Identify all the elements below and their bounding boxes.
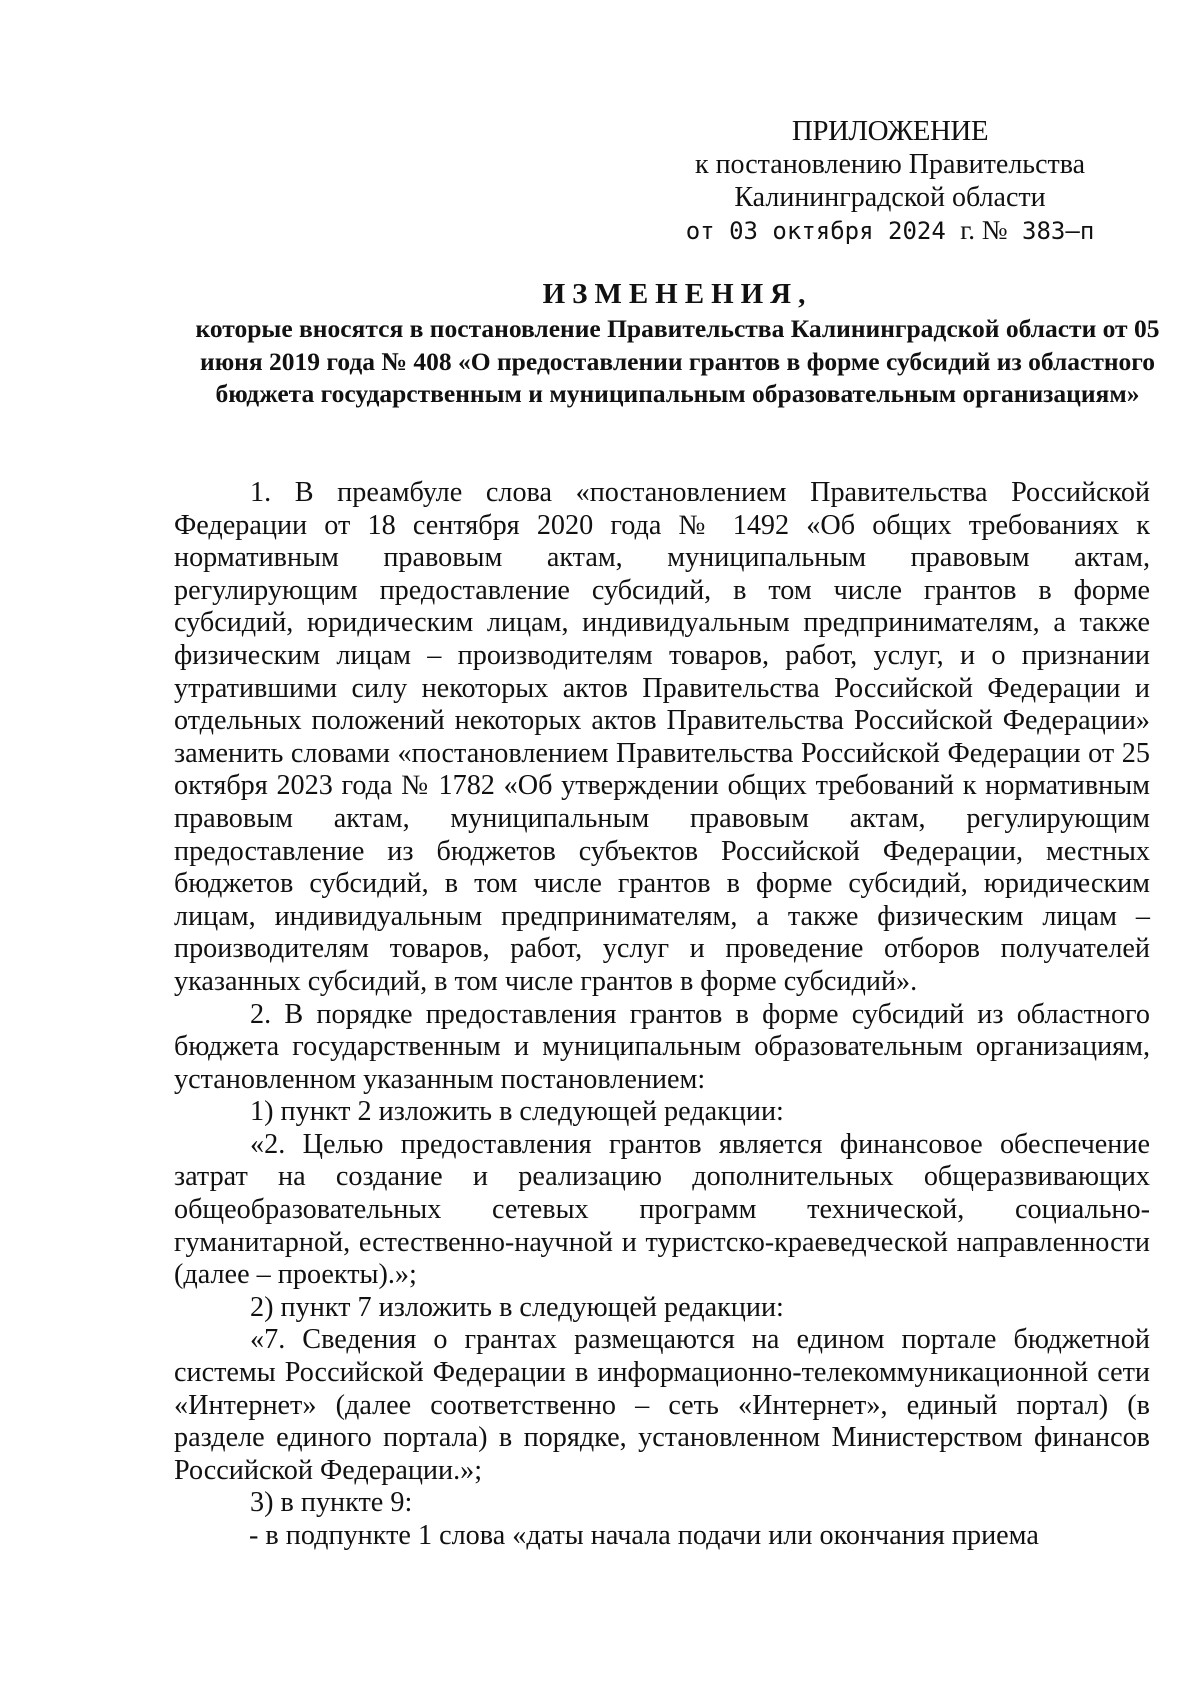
- date-prefix: от: [685, 217, 715, 245]
- document-subtitle: которые вносятся в постановление Правительства Калининградской области от 05 июня 2019 года № 408 «О предоставлении грантов в форме субсидий из областного бюджета государственным и муниципальным образовательным организациям»: [195, 314, 1160, 408]
- document-body: [174, 477, 1150, 1553]
- date-suffix: г. №: [960, 215, 1008, 245]
- appendix-date-line: [655, 214, 1125, 248]
- appendix-heading: ПРИЛОЖЕНИЕ: [791, 115, 989, 147]
- document-number: 383–п: [1022, 217, 1095, 245]
- appendix-line-1: к постановлению Правительства: [694, 149, 1086, 180]
- paragraph-2: 2. В порядке предоставления грантов в форме субсидий из областного бюджета государственным и муниципальным образовательным организациям, установленном указанным постановлением:: [174, 998, 1150, 1095]
- paragraph-5: 2) пункт 7 изложить в следующей редакции:: [250, 1291, 784, 1323]
- document-title: ИЗМЕНЕНИЯ,: [542, 278, 813, 310]
- paragraph-1: 1. В преамбуле слова «постановлением Правительства Российской Федерации от 18 сентября 2020 года № 1492 «Об общих требованиях к нормативным правовым актам, муниципальным правовым актам, регулирующим предоставление субсидий, в том числе грантов в форме субсидий, юридическим лицам, индивидуальным предпринимателям, а также физическим лицам – производителям товаров, работ, услуг, и о признании утратившими силу некоторых актов Правительства Российской Федерации и отдельных положений некоторых актов Правительства Российской Федерации» заменить словами «постановлением Правительства Российской Федерации от 25 октября 2023 года № 1782 «Об утверждении общих требований к нормативным правовым актам, муниципальным правовым актам, регулирующим предоставление из бюджетов субъектов Российской Федерации, местных бюджетов субсидий, в том числе грантов в форме субсидий, юридическим лицам, индивидуальным предпринимателям, а также физическим лицам – производителям товаров, работ, услуг и проведение отборов получателей указанных субсидий, в том числе грантов в форме субсидий».: [174, 477, 1150, 997]
- paragraph-3: 1) пункт 2 изложить в следующей редакции:: [250, 1096, 784, 1128]
- paragraph-6: «7. Сведения о грантах размещаются на едином портале бюджетной системы Российской Федерации в информационно-телекоммуникационной сети «Интернет» (далее соответственно – сеть «Интернет», единый портал) (в разделе единого портала) в порядке, установленном Министерством финансов Российской Федерации.»;: [174, 1324, 1150, 1486]
- appendix-line-2: Калининградской области: [734, 182, 1046, 213]
- paragraph-8: - в подпункте 1 слова «даты начала подачи или окончания приема: [249, 1520, 1039, 1551]
- appendix-header: [655, 115, 1125, 248]
- paragraph-7: 3) в пункте 9:: [250, 1487, 413, 1519]
- paragraph-4: «2. Целью предоставления грантов является финансовое обеспечение затрат на создание и реализацию дополнительных общеразвивающих общеобразовательных сетевых программ технической, социально-гуманитарной, естественно-научной и туристско-краеведческой направленности (далее – проекты).»;: [174, 1128, 1150, 1291]
- date-value: 03 октября 2024: [729, 217, 946, 245]
- document-title-block: [195, 275, 1160, 411]
